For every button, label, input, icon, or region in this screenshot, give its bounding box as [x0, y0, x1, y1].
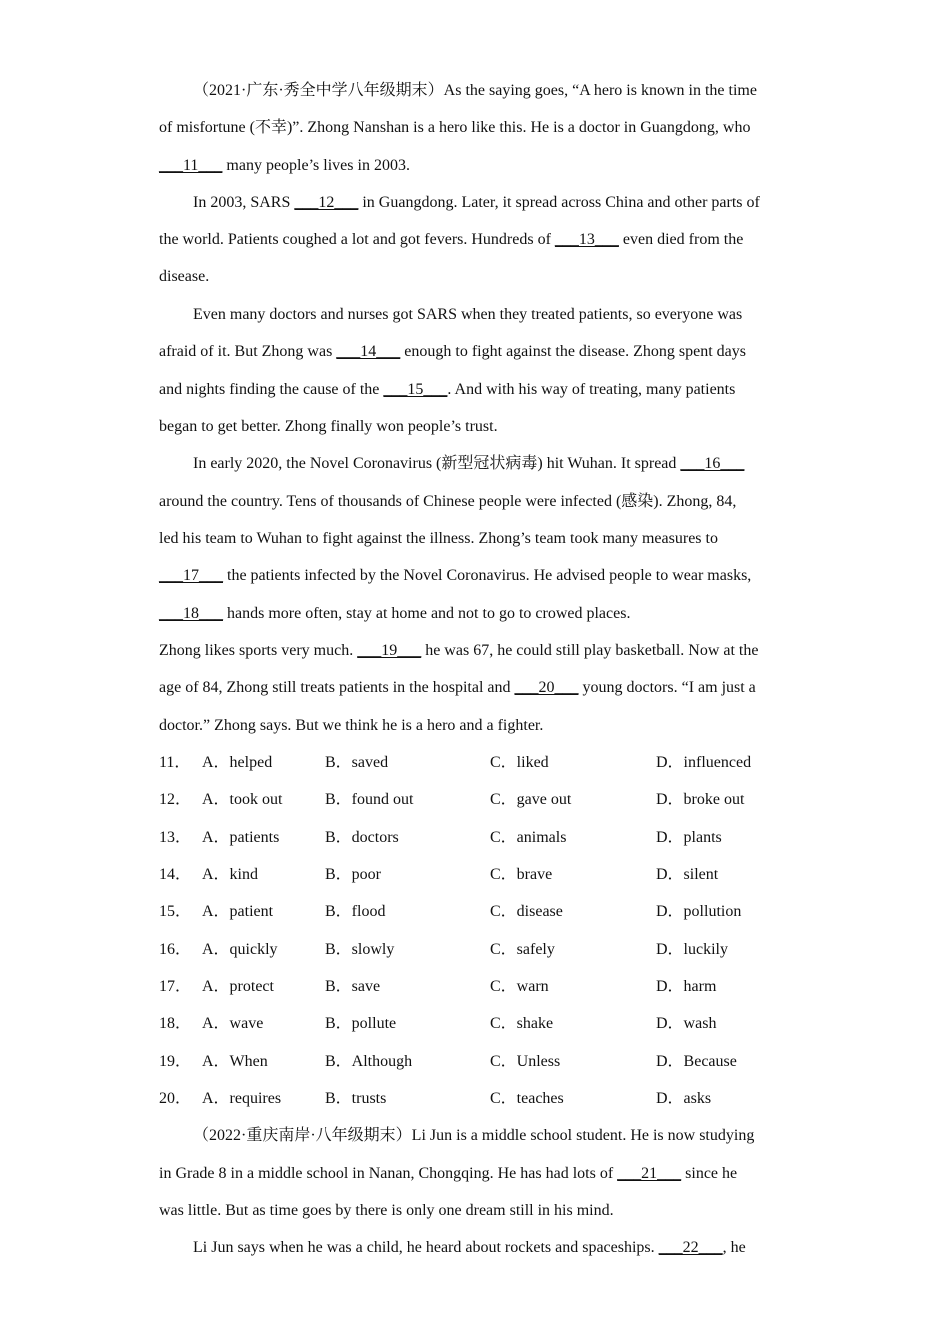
question-options — [159, 902, 799, 922]
question-options — [159, 1089, 799, 1109]
question-options — [159, 977, 799, 997]
blank-22: ___22___ — [658, 1239, 723, 1256]
option-d[interactable]: D．pollution — [656, 903, 742, 920]
passage1-line: Zhong likes sports very much. ___19___ he was 67, he could still play basketball. Now at the — [159, 642, 759, 659]
option-c[interactable]: C．shake — [490, 1015, 554, 1032]
passage1-line: （2021·广东·秀全中学八年级期末）As the saying goes, “A hero is known in the time — [193, 82, 757, 99]
option-d[interactable]: D．influenced — [656, 754, 752, 771]
question-number: 13． — [159, 829, 192, 846]
option-b[interactable]: B．found out — [325, 791, 414, 808]
option-b[interactable]: B．pollute — [325, 1015, 397, 1032]
question-number: 11． — [159, 754, 191, 771]
option-b[interactable]: B．saved — [325, 754, 389, 771]
passage1-line: disease. — [159, 268, 210, 285]
passage1-line: doctor.” Zhong says. But we think he is a hero and a fighter. — [159, 717, 544, 734]
question-options — [159, 1052, 799, 1072]
passage1-line: In early 2020, the Novel Coronavirus (新型冠状病毒) hit Wuhan. It spread ___16___ — [193, 455, 745, 472]
option-c[interactable]: C．safely — [490, 941, 555, 958]
question-number: 20． — [159, 1090, 192, 1107]
question-number: 17． — [159, 978, 192, 995]
question-number: 16． — [159, 941, 192, 958]
option-c[interactable]: C．teaches — [490, 1090, 564, 1107]
passage2-source: （2022·重庆南岸·八年级期末） — [193, 1127, 412, 1144]
passage1-line: around the country. Tens of thousands of Chinese people were infected (感染). Zhong, 84, — [159, 493, 737, 510]
option-d[interactable]: D．broke out — [656, 791, 745, 808]
question-number: 14． — [159, 866, 192, 883]
option-a[interactable]: A．When — [202, 1053, 268, 1070]
blank-21: ___21___ — [617, 1165, 682, 1182]
option-b[interactable]: B．Although — [325, 1053, 413, 1070]
question-options — [159, 828, 799, 848]
option-b[interactable]: B．trusts — [325, 1090, 387, 1107]
option-a[interactable]: A．kind — [202, 866, 259, 883]
option-c[interactable]: C．brave — [490, 866, 553, 883]
passage1-line: and nights finding the cause of the ___15___. And with his way of treating, many patients — [159, 381, 736, 398]
blank-12: ___12___ — [294, 194, 359, 211]
passage1-line: of misfortune (不幸)”. Zhong Nanshan is a hero like this. He is a doctor in Guangdong, who — [159, 119, 751, 136]
blank-19: ___19___ — [357, 642, 422, 659]
passage1-line: ___11___ many people’s lives in 2003. — [159, 157, 410, 174]
passage1-line: In 2003, SARS ___12___ in Guangdong. Later, it spread across China and other parts of — [193, 194, 760, 211]
option-d[interactable]: D．wash — [656, 1015, 717, 1032]
option-d[interactable]: D．silent — [656, 866, 719, 883]
option-b[interactable]: B．doctors — [325, 829, 399, 846]
question-number: 18． — [159, 1015, 192, 1032]
question-number: 12． — [159, 791, 192, 808]
option-a[interactable]: A．took out — [202, 791, 283, 808]
question-number: 19． — [159, 1053, 192, 1070]
question-options — [159, 940, 799, 960]
blank-14: ___14___ — [336, 343, 401, 360]
passage2-line: Li Jun says when he was a child, he heard about rockets and spaceships. ___22___, he — [193, 1239, 746, 1256]
option-c[interactable]: C．disease — [490, 903, 563, 920]
blank-13: ___13___ — [554, 231, 619, 248]
option-d[interactable]: D．plants — [656, 829, 722, 846]
passage1-line: age of 84, Zhong still treats patients in the hospital and ___20___ young doctors. “I am just a — [159, 679, 756, 696]
option-b[interactable]: B．save — [325, 978, 381, 995]
passage1-line: began to get better. Zhong finally won people’s trust. — [159, 418, 498, 435]
option-a[interactable]: A．helped — [202, 754, 273, 771]
question-options — [159, 1014, 799, 1034]
passage2-line: （2022·重庆南岸·八年级期末）Li Jun is a middle school student. He is now studying — [193, 1127, 755, 1144]
blank-11: ___11___ — [159, 157, 223, 174]
passage1-line: ___17___ the patients infected by the Novel Coronavirus. He advised people to wear masks, — [159, 567, 752, 584]
option-c[interactable]: C．gave out — [490, 791, 572, 808]
option-c[interactable]: C．warn — [490, 978, 549, 995]
question-options — [159, 753, 799, 773]
option-b[interactable]: B．flood — [325, 903, 386, 920]
option-d[interactable]: D．luckily — [656, 941, 728, 958]
blank-16: ___16___ — [680, 455, 745, 472]
option-d[interactable]: D．asks — [656, 1090, 712, 1107]
option-b[interactable]: B．poor — [325, 866, 382, 883]
passage1-line: Even many doctors and nurses got SARS when they treated patients, so everyone was — [193, 306, 743, 323]
option-a[interactable]: A．wave — [202, 1015, 264, 1032]
question-options — [159, 865, 799, 885]
passage1-line: led his team to Wuhan to fight against the illness. Zhong’s team took many measures to — [159, 530, 718, 547]
option-c[interactable]: C．liked — [490, 754, 549, 771]
option-a[interactable]: A．patients — [202, 829, 280, 846]
option-d[interactable]: D．harm — [656, 978, 717, 995]
option-a[interactable]: A．requires — [202, 1090, 282, 1107]
passage1-line: afraid of it. But Zhong was ___14___ enough to fight against the disease. Zhong spent days — [159, 343, 747, 360]
option-a[interactable]: A．patient — [202, 903, 274, 920]
option-a[interactable]: A．quickly — [202, 941, 278, 958]
blank-15: ___15___ — [383, 381, 448, 398]
passage2-line: in Grade 8 in a middle school in Nanan, Chongqing. He has had lots of ___21___ since he — [159, 1165, 738, 1182]
blank-20: ___20___ — [514, 679, 579, 696]
passage1-source: （2021·广东·秀全中学八年级期末） — [193, 82, 444, 99]
blank-17: ___17___ — [159, 567, 223, 584]
blank-18: ___18___ — [159, 605, 223, 622]
question-options — [159, 790, 799, 810]
question-number: 15． — [159, 903, 192, 920]
option-c[interactable]: C．Unless — [490, 1053, 561, 1070]
passage1-line: the world. Patients coughed a lot and got fevers. Hundreds of ___13___ even died from the — [159, 231, 744, 248]
option-c[interactable]: C．animals — [490, 829, 567, 846]
passage1-line: ___18___ hands more often, stay at home and not to go to crowed places. — [159, 605, 631, 622]
option-d[interactable]: D．Because — [656, 1053, 737, 1070]
passage2-line: was little. But as time goes by there is only one dream still in his mind. — [159, 1202, 614, 1219]
option-a[interactable]: A．protect — [202, 978, 274, 995]
option-b[interactable]: B．slowly — [325, 941, 395, 958]
